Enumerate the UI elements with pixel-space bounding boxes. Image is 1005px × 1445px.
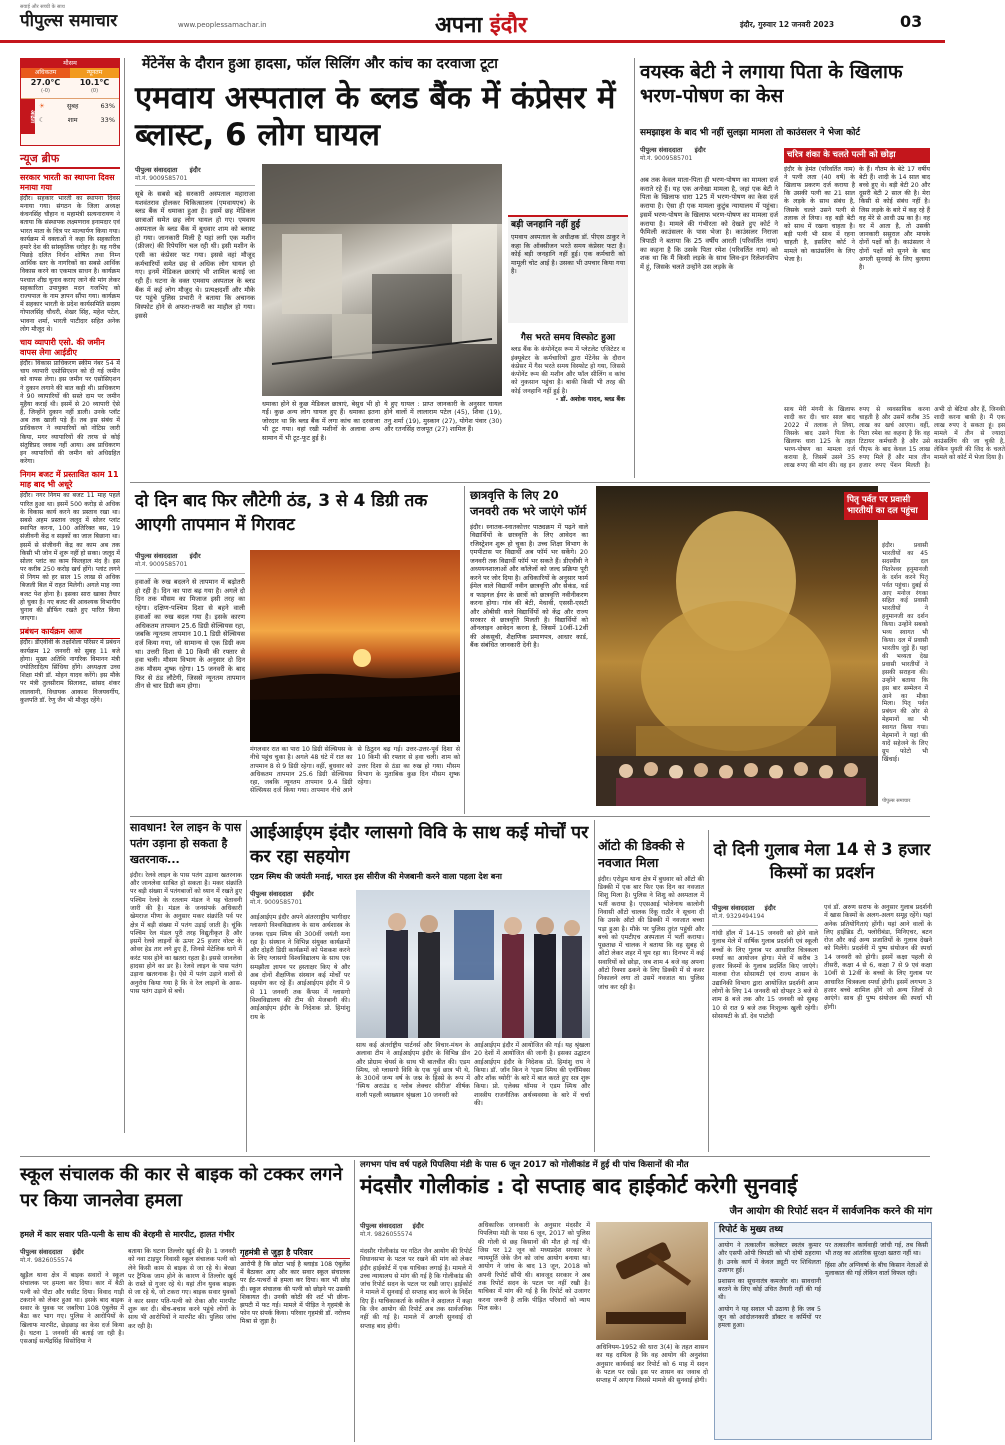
story7-mobile: मो.नं. 9009585701 — [250, 898, 303, 906]
story-daughter-maintenance — [640, 56, 1005, 481]
weather-evening-label: शाम — [67, 116, 78, 125]
weather-min-value: 10.1°C — [79, 78, 110, 87]
story-kite-warning — [130, 820, 242, 1152]
story-cold-returns — [130, 486, 460, 814]
story2-mobile: मो.नं. 9009585701 — [640, 154, 693, 162]
masthead — [0, 0, 945, 46]
section-title — [435, 12, 527, 40]
weather-max-value: 27.0°C — [30, 78, 61, 87]
fact-item: हिंसा और अग्निवर्षा के बीच किसान नेताओं से मुलाकात की गई लेकिन वार्ता विफल रही। — [825, 1261, 928, 1277]
story7-body: आईआईएम इंदौर अपने अंतरराष्ट्रीय भागीदार ग्लासगो विश्वविद्यालय के साथ अर्थशास्त्र के जनक एडम स्मिथ की 300वीं जयंती मना रहा है। संस्थान ने विभिन्न संयुक्त कार्यक्रमों और दोहरी डिग्री कार्यक्रमों को पेशकश करने के लिए ग्लासगो विश्वविद्यालय के साथ एक समझौता ज्ञापन पर हस्ताक्षर किए थे और अब दोनों शैक्षणिक संस्थान कई मोर्चों पर सहयोग कर रहे हैं। आईआईएम इंदौर में 9 से 11 जनवरी तक कैंपस में ग्लासगो विश्वविद्यालय की टीम की मेजबानी की। आईआईएम इंदौर के निदेशक प्रो. हिमांशु राय के — [250, 914, 350, 1021]
story3-body2: मंगलवार रात का पारा 10 डिग्री सेल्सियस के नीचे पहुंच चुका है। अगले 48 घंटे में रात का तापमान 8 से 9 डिग्री रहेगा। वहीं, बुधवार को अधिकतम तापमान 25.6 डिग्री सेल्सियस रहा, जबकि न्यूनतम तापमान 9.4 डिग्री सेल्सियस दर्ज किया गया। तापमान नीचे आने से ठिठुरन बढ़ गई। उत्तर-उत्तर-पूर्व दिशा से 10 किमी की रफ्तार से हवा चली। शाम को उत्तर दिशा से ठंडा का रुख हो गया। मौसम विभाग के मुताबिक कुछ दिन मौसम शुष्क रहेगा। — [250, 746, 460, 795]
iim-delegation-photo — [356, 890, 590, 1038]
story10-body: खुड़ैल थाना क्षेत्र में बाइक सवारों ने स्कूल संचालक पर हमला कर दिया। कार में बैठी पत्नी को पीटा और घसीट दिया। विवाद गाड़ी टकराने को लेकर हुआ था। इसके बाद बाइक सवार के युवक पर जबरिया 108 एंबुलेंस में बैठा कर भाग गए। पुलिस ने आरोपियों के खिलाफ मारपीट, छेड़छाड़ का केस दर्ज किया है। घटना 1 जनवरी की बताई जा रही है। एसआई सत्येंद्रसिंह सिसोदिया ने — [20, 1272, 124, 1346]
story11-body2: अधिकारिक जानकारी के अनुसार मंदसौर में पिपलिया मंडी के पास 6 जून, 2017 को पुलिस की गोली से छह किसानों की मौत हो गई थी। जिस पर 12 जून को मध्यप्रदेश सरकार ने न्यायमूर्ति जेके जैन को जांच आयोग बनाया था। आयोग ने जांच के बाद 13 जून, 2018 को अपनी रिपोर्ट सौंपी थी। बावजूद सरकार ने अब तक रिपोर्ट सदन के पटल पर नहीं रखी है। याचिका में मांग की गई है कि रिपोर्ट को उजागर करना जरूरी है ताकि पीड़ित परिवारों को न्याय मिल सके। — [478, 1222, 590, 1312]
story8-body: इंदौर। एरोड्रम थाना क्षेत्र में बुधवार को ऑटो की डिक्की में एक बार फिर एक दिन का नवजात शिशु मिला है। पुलिस ने शिशु को अस्पताल में भर्ती कराया है। एएसआई भोलेनाथ कालोनी निवासी ऑटो चालक रिंकू राठौर ने सूचना दी कि उसके ऑटो की डिक्की में नवजात बच्चा पड़ा हुआ है। मौके पर पुलिस तुरंत पहुंची और बच्चे को एमटीएच अस्पताल में भर्ती कराया। पूछताछ में चालक ने बताया कि वह सुबह से ऑटो लेकर शहर में घूम रहा था। दिनभर में कई सवारियों को छोड़ा, जब शाम 4 बजे वह अपना ऑटो रिक्शा ढकने के लिए डिक्की में से कवर निकालने लगा तो उसमें नवजात था। पुलिस जांच कर रही है। — [598, 875, 704, 991]
fact-item: प्रशासन का सूचनातंत्र कमजोर था। सावधानी बरतने के लिए कोई उचित तैयारी नहीं की गई थी। — [718, 1278, 821, 1302]
hanuman-statue-photo — [596, 486, 878, 806]
moon-icon: ☾ — [39, 116, 45, 125]
section-title-a: अपना — [435, 13, 490, 38]
blast-photo — [262, 164, 502, 396]
weather-title: मौसम — [21, 59, 119, 68]
news-brief-column — [20, 152, 120, 1002]
page-number: 03 — [900, 12, 923, 31]
brief-heading: प्रबंधन कार्यक्रम आज — [20, 626, 120, 639]
story-newborn-auto — [598, 838, 704, 1152]
story1-place: इंदौर — [189, 166, 201, 174]
brief-heading: सरकार भारती का स्थापना दिवस मनाया गया — [20, 172, 120, 195]
story2-body2: साथ मेरी मंगनी के खिलाफ शादी कर दी। चार साल बाद 2022 में तलाक ले लिया, जिसके बाद उसने पिता के खिलाफ धारा 125 के तहत भरण-पोषण का मामला दर्ज कराया है, जिसमें उसने 35 लाख रुपए की मांग की। वह इन रुपए से व्यवसायिक करना चाहती है और उसमें करीब 35 लाख का खर्च आएगा। वहीं, पिता रमेश का कहना है कि वह टिटायर कर्मचारी है और उसे पीएफ के बाद केवल 15 लाख रुपए मिले हैं और मात्र तीन हजार रुपए पेंशन मिलती है। अभी दो बेटियां और हैं, जिनकी शादी करना बाकी है। मैं एक लाख रुपए दे सकता हूं। इस मामले में तीन से ज्यादा काउंसलिंग की जा चुकी है, लेकिन युवती की जिद के चलते मामले को कोर्ट में भेजा दिया है। — [784, 406, 1005, 470]
gavel-svg — [596, 1222, 708, 1340]
brief-text: इंदौर। सहकार भारती का स्थापना दिवस मनाया गया। संगठन के जिला अध्यक्ष कंचनसिंह चौहान व महामंत्री सत्यनारायण ने बताया कि संस्थापक लक्ष्मणराव इनामदार एवं भारत माता के चित्र पर माल्यार्पण किया गया। कार्यक्रम में वक्ताओं ने कहा कि सहकारिता हमारे देश की सांस्कृतिक धरोहर है। यह गरीब पिछड़े दलित निर्धन शोषित तथा निम्न आर्थिक स्तर के नागरिकों का सबसे आर्थिक विकास करने का एकमात्र साधन है। कार्यक्रम पश्चात शीघ्र चुनाव कराए जाने की मांग लेकर सहकारिता उपायुक्त मदन गजभिए को राज्यपाल के नाम ज्ञापन सौंपा गया। कार्यक्रम में सहकार भारती के प्रदेश कार्यसमिति सदस्य गोपालसिंह चौधरी, शेखर सिंह, महेश पटेल, भावना शर्मा, भारती पाटीदार सहित अनेक लोग मौजूद थे। — [20, 194, 120, 333]
sunset-photo-svg — [250, 550, 460, 742]
story11-kicker: लगभग पांच वर्ष पहले पिपलिया मंडी के पास 6 जून 2017 को गोलीकांड में हुई थी पांच किसानों की मौत — [360, 1160, 689, 1170]
gavel-photo — [596, 1222, 708, 1340]
story1-byline: पीपुल्स संवाददाता — [135, 166, 178, 174]
story1-headline: एमवाय अस्पताल के ब्लड बैंक में कंप्रेसर में ब्लास्ट, 6 लोग घायल — [135, 80, 616, 154]
story2-place: इंदौर — [694, 146, 706, 154]
story7-body3: आईआईएम इंदौर में आयोजित की गई। यह श्रृंखला 20 देशों में आयोजित की जानी है। इसका उद्घाटन आईआईएम इंदौर के निदेशक प्रो. हिमांशु राय ने किया। डॉ. जॉन किन ने 'एडम स्मिथ की एनॉमिक्स और शॉक थ्योरी' के बारे में बात करते हुए सत्र शुरू किया। प्रो. एलेक्स थॉमस ने एडम स्मिथ और शास्त्रीय राजनीतिक अर्थव्यवस्था के बारे में चर्चा की। — [474, 1042, 590, 1108]
story2-headline: वयस्क बेटी ने लगाया पिता के खिलाफ भरण-पोषण का केस — [640, 61, 903, 108]
story1-box1-text: एमवाय अस्पताल के अधीक्षक डॉ. पीएस ठाकुर ने कहा कि ऑक्सीजन भरते समय कंप्रेसर फटा है। कोई बड़ी जनहानि नहीं हुई। एक कर्मचारी को मामूली चोट आई है। उसका भी उपचार किया गया है। — [511, 233, 625, 276]
story1-box-no-casualty — [508, 215, 628, 323]
story3-place: इंदौर — [189, 552, 201, 560]
story11-mobile: मो.नं. 9826055574 — [360, 1230, 413, 1238]
story7-place: इंदौर — [302, 890, 314, 898]
weather-min-deviation: (0) — [90, 88, 99, 94]
brief-item — [20, 626, 120, 705]
story1-box-gas — [508, 330, 628, 485]
masthead-logo: पीपुल्स समाचार — [20, 11, 118, 31]
fact-item: आयोग ने तत्कालीन कलेक्टर स्वतंत्र कुमार और एसपी ओपी त्रिपाठी को भी दोषी ठहराया है। उनके कार्य में केवल ड्यूटी पर शिथिलता उजागर हुई। — [718, 1242, 821, 1274]
story7-body2: साथ कई अंतर्राष्ट्रीय पार्टनर्स और विचार-मंथन के अलावा टीम ने आईआईएम इंदौर के विभिन्न डीन और प्रोग्राम चेयर्स के साथ भी बातचीत की। एडम स्मिथ, जो ग्लासगो विवि के एक पूर्व छात्र भी थे, के 300वें जन्म वर्ष के जश्न के हिस्से के रूप में 'स्मिथ अराउंड द ग्लोब लेक्चर सीरीज' शीर्षक वाली पहली व्याख्यान श्रृंखला 10 जनवरी को — [356, 1042, 470, 1099]
section-title-b: इंदौर — [489, 13, 528, 38]
iim-delegation-svg — [356, 890, 590, 1038]
story3-mobile: मो.नं. 9009585701 — [135, 560, 188, 568]
brief-item — [20, 337, 120, 466]
story-mandsaur-firing — [360, 1160, 932, 1442]
story4-headline: छात्रवृत्ति के लिए 20 जनवरी तक भरे जाएंगे फॉर्म — [470, 488, 587, 518]
story10-body2: बताया कि घटना तिल्लोर खुर्द की है। 1 जनवरी को नवा टाइपुर निवासी स्कूल संचालक पत्नी को लेने किसी काम से बाइक से जा रहे थे। बेरछा पर ट्रैफिक जाम होने के कारण वे तिल्लोर खुर्द के रास्ते से गुजर रहे थे। यहां तीन युवक बाइक से जा रहे थे, जो टकरा गए। बाइक सवार युवकों ने कार सवार पति-पत्नी को रोका और मारपीट शुरू कर दी। बीच-बचाव करने पहुंचे लोगों के साथ भी आरोपियों ने मारपीट की। पुलिस जांच कर रही है। — [128, 1248, 236, 1330]
story6-body: इंदौर। रेलवे लाइन के पास पतंग उड़ाना खतरनाक और जानलेवा साबित हो सकता है। मकर संक्रांति पर बड़ी संख्या में पतंगबाजों को ध्यान में रखते हुए पश्चिम रेलवे के रतलाम मंडल ने यह चेतावनी जारी की है। मंडल के जनसंपर्क अधिकारी खेमराज मीणा के अनुसार मकर संक्रांति पर्व पर क्षेत्र में बड़ी संख्या में पतंग उड़ाई जाती है। चूंकि पश्चिम रेल मंडल पूरी तरह विद्युतीकृत है और इसमें रेलवे लाइनों के ऊपर 25 हजार वोल्ट के ओवर हेड तार लगे हुए हैं, जिनसे मेटेलिक धागे में करंट पास होने का खतरा रहता है। इससे जानलेवा हादसा होने का डर है। रेलवे लाइन के पास पतंग उड़ाना खतरनाक है। ऐसे में पतंग उड़ाने वालों से अनुरोध किया गया है कि वे रेल लाइनों के आस-पास पतंग उड़ाने से बचें। — [130, 871, 242, 995]
story-scholarship — [470, 488, 588, 814]
story1-photo-caption2: ये हुए घायल : प्राप्त जानकारी के अनुसार घायल होने वालों में लालाराम पटेल (45), शिवा (19), तनु शर्मा (19), मुस्कान (27), योगेश पंवार (30) और रतनसिंह राजपूत (27) शामिल हैं। — [384, 400, 502, 434]
story10-box-heading: गृहमंत्री से जुड़ा है परिवार — [240, 1248, 350, 1259]
story11-body3: अधिनियम-1952 की धारा 3(4) के तहत शासन का यह दायित्व है कि वह आयोग की अनुशंसा अनुसार कार्यवाई कर रिपोर्ट को 6 माह में सदन के पटल पर रखें। इस पर शासन का जवाब दो सप्ताह में आएगा जिससे मामले की सुनवाई होगी। — [596, 1344, 708, 1385]
weather-morning-label: सुबह — [66, 102, 79, 110]
story-rose-fair — [712, 838, 932, 1152]
story11-body: मंदसौर गोलीकांड पर गठित जैन आयोग की रिपोर्ट विधानसभा के पटल पर रखने की मांग को लेकर इंदौर हाईकोर्ट में एक याचिका लगाई है। मामले में उच्च न्यायालय से मांग की गई है कि गोलीकांड की जांच रिपोर्ट सदन के पटल पर रखी जाए। हाईकोर्ट ने मामले में सुनवाई दो सप्ताह बाद करने के निर्देश दिए हैं। याचिकाकर्ता के वकील ने अदालत में कहा कि जैन आयोग की रिपोर्ट अब तक सार्वजनिक नहीं की गई है। मामले में अगली सुनवाई दो सप्ताह बाद होगी। — [360, 1248, 472, 1330]
story-school-operator-attack — [20, 1160, 350, 1442]
weather-max-deviation: (-0) — [41, 88, 50, 94]
weather-min-label: न्यूनतम — [70, 68, 119, 78]
story5-body: इंदौर। प्रवासी भारतीयों का 45 सदस्यीय दल पितरेश्वर हनुमानजी के दर्शन करने पितृ पर्वत पहुंचा। दुबई से आए मनोज रंगका सहित कई प्रवासी भारतीयों ने हनुमानजी का दर्शन किया। उन्होंने सबको भव्य स्वागत भी किया। दल में प्रवासी भारतीय जुड़े हैं। यहां की भव्यता देख प्रवासी भारतीयों ने इसकी सराहना की। उन्होंने बताया कि इस बार सम्मेलन में आने का मौका मिला। पितृ पर्वत प्रबंधन की ओर से मेहमानों का भी स्वागत किया गया। मेहमानों ने यहां की यादें सहेजने के लिए ग्रुप फोटो भी खिंचाई। — [882, 542, 928, 763]
story1-box2-text: ब्लड बैंक के कंपोनेंट्स रूम में प्लेटलेट एजिटेटर व इंक्यूबेटर के कर्मचारियों द्वारा मेंटेनेंस के दौरान कंप्रेसर में गैस भरते समय विस्फोट हो गया, जिससे कंपोनेंट रूम की मशीन और फॉल सीलिंग व कांच को नुकसान पहुंचा है। बाकी किसी भी तरह की कोई जनहानि नहीं हुई है। — [511, 346, 625, 395]
sun-icon: ☀ — [39, 102, 45, 110]
story7-byline: पीपुल्स संवाददाता — [250, 890, 293, 898]
story8-headline: ऑटो की डिक्की से नवजात मिला — [598, 838, 685, 870]
story9-mobile: मो.नं. 9329494194 — [712, 912, 765, 920]
weather-evening-value: 33% — [100, 116, 115, 125]
story10-place: इंदौर — [72, 1248, 84, 1256]
story11-facts-box — [714, 1222, 932, 1440]
story6-kicker: सावधान! रेल लाइन के पास पतंग उड़ाना हो सकता है खतरनाक... — [130, 821, 242, 866]
story7-subhead: एडम स्मिथ की जयंती मनाई, भारत इस सीरीज की मेजबानी करने वाला पहला देश बना — [250, 872, 502, 881]
masthead-url[interactable]: www.peoplessamachar.in — [178, 21, 267, 29]
weather-max-label: अधिकतम — [21, 68, 70, 78]
dateline: इंदौर, गुरुवार 12 जनवरी 2023 — [740, 20, 835, 29]
story2-byline: पीपुल्स संवाददाता — [640, 146, 683, 154]
weather-humidity-label: आर्द्रता — [21, 99, 35, 134]
story9-byline: पीपुल्स संवाददाता — [712, 904, 755, 912]
story9-body2: एवं डॉ. अरुण सराफ के अनुसार गुलाब प्रदर्शनी में खास किस्मों के अलग-अलग समूह रहेंगे। यहां अनेक प्रतियोगिताएं होंगी। यहां आने वालों के लिए हाईब्रिड टी, फ्लोरीबंडा, मिनिएचर, बटन रोज और कई अन्य प्रजातियों के गुलाब देखने को मिलेंगे। प्रदर्शनी में पुष्प संयोजन की स्पर्धा 14 जनवरी को होगी। इसमें कक्षा पहली से तीसरी, कक्षा 4 से 6, कक्षा 7 से 9 एवं कक्षा 10वीं से 12वीं के बच्चों के लिए गुलाब पर आधारित चित्रकला स्पर्धा होगी। इसमें लगभग 3 हजार बच्चे शामिल होंगे जो अन्य जिलों से आएंगे। साथ ही पुष्प संयोजन की स्पर्धा भी होगी। — [824, 904, 932, 1011]
story9-headline: दो दिनी गुलाब मेला 14 से 3 हजार किस्मों का प्रदर्शन — [713, 840, 931, 883]
story-iim-glasgow — [250, 820, 590, 1152]
story9-body: गांधी हॉल में 14-15 जनवरी को होने वाले गुलाब मेले में वार्षिक गुलाब प्रदर्शनी एवं स्कूली बच्चों के लिए गुलाब पर आधारित चित्रकला स्पर्धा का आयोजन होगा। मेले में करीब 3 हजार किस्मों के गुलाब प्रदर्शित किए जाएंगे। मालवा रोज सोसायटी एवं राज्य शासन के उद्यानिकी विभाग द्वारा आयोजित प्रदर्शनी आम लोगों के लिए 14 जनवरी को दोपहर 3 बजे से शाम 8 बजे तक और 15 जनवरी को सुबह 10 से रात 9 बजे तक निःशुल्क खुली रहेगी। सोसायटी के डॉ. देव पाटोदी — [712, 930, 818, 1020]
brief-text: इंदौर। विकास प्राधिकरण स्कीम नंबर 54 में चाय व्यापारी एसोसिएशन को दी गई जमीन को वापस लेगा। इस जमीन पर एसोसिएशन ने दुकान लगाने की बात कही थी। प्राधिकरण ने 90 व्यापारियों की सस्ते दाम पर जमीन मुहैया कराई थी। इसमें से 20 व्यापारी ऐसे हैं, जिन्होंने दुकान नहीं डाली। उनके प्लॉट अब तक खाली पड़े हैं। तब इस संबंध में प्राधिकरण ने व्यापारियों को नोटिस जारी किया, मगर व्यापारियों की तरफ से कोई संतुष्टिप्रद जवाब नहीं आया। अब प्राधिकरण इन व्यापारियों की जमीन को अधिग्रहित करेगा। — [20, 359, 120, 466]
story4-body: इंदौर। स्नातक-स्नातकोत्तर पाठ्यक्रम में पढ़ने वाले विद्यार्थियों के छात्रवृत्ति के लिए आवेदन का रजिस्ट्रेशन शुरू हो चुका है। उच्च शिक्षा विभाग के एमपीटास पर विद्यार्थी अब फॉर्म भर सकेंगे। 20 जनवरी तक विद्यार्थी फॉर्म भर सकते हैं। डीएवीवी ने अध्ययनशालाओं और कॉलेजों को जल्द प्रक्रिया पूरी करने पर जोर दिया है। अधिकारियों के अनुसार फार्म ईमेल वाले विद्यार्थी नवीन छात्रवृत्ति और सेकंड, थर्ड व फाइनल ईयर के छात्रों को छात्रवृत्ति नवीनीकरण करना होगा। गांव की बेटी, मेधावी, एससी-एसटी और ओबीसी वाले विद्यार्थियों को केंद्र और राज्य सरकार से छात्रवृत्ति मिलती है। विद्यार्थियों को ऑनलाइन आवेदन करना है, जिसमें 10वीं-12वीं की अंकसूची, शैक्षणिक प्रमाणपत्र, आधार कार्ड, बैंक संबंधित जानकारी देनी है। — [470, 523, 588, 650]
brief-heading: निगम बजट में प्रस्तावित काम 11 माह बाद भी अधूरे — [20, 469, 120, 492]
story10-box — [240, 1248, 350, 1440]
story5-photo-credit: पीपुल्स समाचार — [882, 798, 911, 804]
story2-box — [784, 148, 930, 403]
weather-box — [20, 58, 120, 146]
story2-box-text: इंदौर के हेमंत (परिवर्तित नाम) ने पत्नी लता (40 वर्ष) के खिलाफ प्रकरण दर्ज कराया है कि उसकी पत्नी का 21 साल के लड़के के साथ संबंध है, जिसके चलते उसने पत्नी से तलाक ले लिया। वह बड़ी बेटी को साथ में रखना चाहता है। बड़ी पत्नी भी साथ में रहना चाहती है, इसलिए कोर्ट ने मामले को काउंसलिंग के लिए भेजा है। — [784, 165, 855, 263]
hanuman-statue-svg — [596, 486, 878, 806]
brief-item — [20, 172, 120, 334]
story1-box2-signature: - डॉ. अशोक यादव, ब्लड बैंक — [555, 396, 625, 404]
brief-text: इंदौर। डीएवीवी के तक्षशिला परिसर में प्रबंधन कार्यक्रम 12 जनवरी को सुबह 11 बजे होगा। मुख्य अतिथि नागरिक विमानन मंत्री ज्योतिरादित्य सिंधिया होंगे। अध्यक्षता उच्च शिक्षा मंत्री डॉ. मोहन यादव करेंगे। इस मौके पर मंत्री तुलसीराम सिलावट, सांसद शंकर लालवानी, विधायक आकाश विजयवर्गीय, कुलपति डॉ. रेणु जैन भी मौजूद रहेंगे। — [20, 639, 120, 704]
story9-place: इंदौर — [764, 904, 776, 912]
story1-box1-heading: बड़ी जनहानि नहीं हुई — [511, 220, 581, 230]
brief-heading: चाय व्यापारी एसो. की जमीन वापस लेगा आईडीए — [20, 337, 120, 360]
story2-box-heading: चरित्र शंका के चलते पत्नी को छोड़ा — [784, 148, 930, 163]
story2-box-text2: के हैं। गौतम के बेटे 17 वर्षीय बेटी हैं। शादी के 14 साल बाद बच्चे हुए थे। बड़ी बेटी 20 और दूसरी बेटी 2 साल की है। मेरा किसी से कोई संबंध नहीं है। जिस लड़के के बारे में कह रहे हैं वह मेरे से आधी उम्र का है। वह घर में आता है, तो उसकी जानकारी ससुराल और मायके दोनों पक्षों को है। काउंसलर ने दोनों पक्षों को सुनने के बाद अगली सुनवाई के लिए बुलाया है। — [859, 165, 930, 271]
story1-kicker: मेंटेनेंस के दौरान हुआ हादसा, फॉल सिलिंग और कांच का दरवाजा टूटा — [142, 56, 498, 72]
fact-item: पर तत्कालीन कार्यवाही जांची गई, तब किसी भी तरह का आंतरिक सुरक्षा खतरा नहीं था। — [825, 1242, 928, 1258]
story10-subhead: हमले में कार सवार पति-पत्नी के साथ की बेरहमी से मारपीट, हालत गंभीर — [20, 1230, 235, 1239]
story2-subhead: समझाइश के बाद भी नहीं सुलझा मामला तो काउंसलर ने भेजा कोर्ट — [640, 128, 860, 138]
story10-byline: पीपुल्स संवाददाता — [20, 1248, 63, 1256]
story1-photo-caption: धमाका होने से कुछ मेडिकल छात्राएं, बेसुध भी हो गईं। कुछ अन्य लोग घायल हुए हैं। धमाका इतना जोरदार था कि ब्लड बैंक में लगा कांच का दरवाजा भी टूट गया। वहां रखी मशीनों के अलावा अन्य सामान में भी टूट-फूट हुई है। — [262, 400, 380, 442]
story10-mobile: मो.नं. 9826055574 — [20, 1256, 73, 1264]
brief-item — [20, 469, 120, 623]
fact-item: आयोग ने यह सवाल भी उठाया है कि जब 5 जून को आंदोलनकारी डॉक्टर व कर्मियों पर हमला हुआ। — [718, 1305, 821, 1329]
story10-headline: स्कूल संचालक की कार से बाइक को टक्कर लगने पर किया जानलेवा हमला — [20, 1164, 343, 1212]
story-pitru-parvat — [594, 486, 930, 808]
brief-text: इंदौर। नगर निगम का बजट 11 माह पहले पारित हुआ था। इसमें 500 करोड़ से अधिक के विकास कार्य करने का प्रस्ताव रखा था। सबसे अहम प्रस्ताव जलूद में सोलर प्लांट स्थापित करना, 100 अतिरिक्त बस, 19 संजीवनी केंद्र व सड़कों का जाल बिछाना था। इसमें से संजीवनी केंद्र का काम अब तक किसी भी जोन में शुरू नहीं हो सका। जलूद में सोलर प्लांट का काम फिलहाल मंद है। इस पर करीब 250 करोड़ खर्च होंगे। प्लांट लगने से निगम को हर साल 15 लाख से अधिक बिजली बिल में राहत मिलेगी। अगले माह नया बजट पेश होना है। इसका सारा खाका तैयार हो चुका है। नए बजट की आवश्यक विभागीय चुनाव की ब्रीफिंग रखते हुए पारित किया जाएगा। — [20, 492, 121, 623]
story3-body: हवाओं के रुख बदलने से तापमान में बढ़ोतरी हो रही है। दिन का पारा बढ़ गया है। अगले दो दिन तक मौसम का मिजाज इसी तरह का रहेगा। दक्षिण-पश्चिम दिशा से बहने वाली हवाओं का रुख बदल गया है। इसके कारण अधिकतम तापमान 25.6 डिग्री सेल्सियस रहा, जबकि न्यूनतम तापमान 10.1 डिग्री सेल्सियस दर्ज किया गया, जो सामान्य से एक डिग्री कम था। उत्तरी दिशा से 10 किमी की रफ्तार से हवा चली। मौसम विभाग के अनुसार दो दिन तक मौसम शुष्क रहेगा। 15 जनवरी के बाद फिर से ठंड लौटेगी, जिससे न्यूनतम तापमान तीन से चार डिग्री कम होगा। — [135, 578, 245, 691]
story1-body: सूबे के सबसे बड़े सरकारी अस्पताल महाराजा यशवंतराव होलकर चिकित्सालय (एमवायएच) के ब्लड बैंक में धमाका हुआ है। इसमें छह मेडिकल छात्राओं समेत छह लोग घायल हो गए। एमवाय अस्पताल के ब्लड बैंक में बुधवार शाम को ब्लास्ट हो गया। जानकारी मिली है यहां लगी एक मशीन (फ्रीजर) की रिपेयरिंग चल रही थी। इसी मशीन के एसी का कंप्रेसर फट गया। इससे वहां मौजूद कर्मचारियों समेत छह से अधिक लोग घायल हो गए। इनमें मेडिकल छात्राएं भी शामिल बताई जा रही हैं। घटना के वक्त एमवाय अस्पताल के ब्लड बैंक में कई लोग मौजूद थे। प्रत्यक्षदर्शी और मौके पर पहुंचे पुलिस प्रभारी ने बताया कि अचानक विस्फोट होने से अफरा-तफरी का माहौल हो गया। इससे — [135, 190, 255, 320]
story11-headline: मंदसौर गोलीकांड : दो सप्ताह बाद हाईकोर्ट करेगी सुनवाई — [360, 1174, 798, 1198]
story5-tag: पितृ पर्वत पर प्रवासी भारतीयों का दल पहुंचा — [844, 492, 928, 520]
story10-box-text: आरोपी है कि छोटा भाई है ब्लाइंड 108 एंबुलेंस में बैठाकर आए और कार सवार स्कूल संचालक पर ईंट-पत्थरों से हमला कर दिया। कार भी छोड़ दी। स्कूल संचालक की पत्नी को छोड़ने पर उसकी शिकायत दी। उनकी कोठी की शर्ट भी छीना-झपटी में फट गई। मामले में पीड़ित ने गृहमंत्री के फोन पर संपर्क किया। परिवार गृहमंत्री डॉ. नरोत्तम मिश्रा से जुड़ा है। — [240, 1261, 350, 1326]
story1-mobile: मो.नं. 9009585701 — [135, 174, 188, 182]
blast-photo-svg — [262, 164, 502, 396]
story3-headline: दो दिन बाद फिर लौटेगी ठंड, 3 से 4 डिग्री तक आएगी तापमान में गिरावट — [135, 491, 428, 535]
story11-facts-heading: रिपोर्ट के मुख्य तथ्य — [715, 1223, 931, 1239]
story3-byline: पीपुल्स संवाददाता — [135, 552, 178, 560]
masthead-tagline: सवाई और सच्ची के साथ — [20, 4, 65, 10]
story1-box2-heading: गैस भरते समय विस्फोट हुआ — [520, 333, 616, 343]
story2-body: अब तक केवल माता-पिता ही भरण-पोषण का मामला दर्ज कराते रहे हैं। यह एक अनोखा मामला है, जहां एक बेटी ने पिता के खिलाफ धारा 125 में भरण-पोषण का केस दर्ज कराया है। ऐसा ही एक मामला कुटुंब न्यायालय में पहुंचा। इसमें भरण-पोषण के खिलाफ भरण-पोषण का मामला दर्ज कराया है। मामले की गंभीरता को देखते हुए कोर्ट ने फैमिली काउंसलर के पास भेजा है। काउंसलर निराजा त्रिपाठी ने बताया कि 25 वर्षीय आरती (परिवर्तित नाम) का कहना है कि उसके पिता रमेश (परिवर्तित नाम) को शक था कि मैं किसी लड़के के साथ लिव-इन रिलेशनशिप में हूं, जिसके चलते उन्होंने उस लड़के के — [640, 176, 778, 272]
news-brief-title: न्यूज ब्रीफ — [20, 152, 120, 169]
story7-headline: आईआईएम इंदौर ग्लासगो विवि के साथ कई मोर्चों पर कर रहा सहयोग — [250, 823, 589, 867]
story-blood-bank-blast — [130, 50, 630, 488]
story11-place: इंदौर — [412, 1222, 424, 1230]
story11-byline: पीपुल्स संवाददाता — [360, 1222, 403, 1230]
sunset-photo — [250, 550, 460, 742]
weather-morning-value: 63% — [100, 102, 115, 110]
story11-subhead: जैन आयोग की रिपोर्ट सदन में सार्वजनिक करने की मांग — [729, 1206, 932, 1217]
